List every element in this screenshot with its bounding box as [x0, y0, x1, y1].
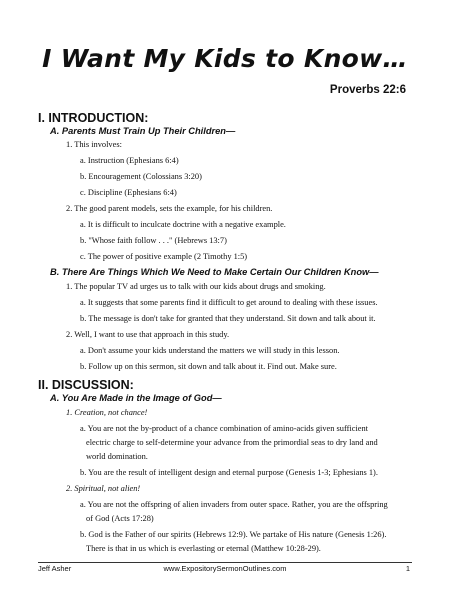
outline-item: a. Instruction (Ephesians 6:4) — [80, 156, 179, 165]
outline-item: a. Don't assume your kids understand the matters we will study in this lesson. — [80, 346, 340, 355]
outline-item: b. Encouragement (Colossians 3:20) — [80, 172, 202, 181]
outline-item: 2. Well, I want to use that approach in this study. — [66, 330, 230, 339]
outline-item: 2. The good parent models, sets the example, for his children. — [66, 204, 273, 213]
outline-item: c. Discipline (Ephesians 6:4) — [80, 188, 177, 197]
outline-item: b. You are the result of intelligent design and eternal purpose (Genesis 1-3; Ephesians 1). — [80, 468, 378, 477]
footer-website: www.ExpositorySermonOutlines.com — [163, 564, 287, 573]
outline-item: a. You are not the by-product of a chance combination of amino-acids given sufficient — [80, 424, 368, 433]
outline-item-continuation: world domination. — [86, 452, 148, 461]
outline-item: c. The power of positive example (2 Timothy 1:5) — [80, 252, 248, 261]
section-heading-introduction: I. INTRODUCTION: — [38, 111, 149, 125]
outline-item: a. It suggests that some parents find it difficult to get around to dealing with these issues. — [80, 298, 378, 307]
footer-divider — [38, 562, 412, 563]
subheading-parents-train: A. Parents Must Train Up Their Children— — [50, 126, 236, 136]
subheading-image-of-god: A. You Are Made in the Image of God— — [50, 393, 222, 403]
section-heading-discussion: II. DISCUSSION: — [38, 378, 134, 392]
outline-item: b. "Whose faith follow . . ." (Hebrews 13:7) — [80, 236, 227, 245]
outline-item: b. God is the Father of our spirits (Hebrews 12:9). We partake of His nature (Genesis 1:26). — [80, 530, 387, 539]
scripture-reference: Proverbs 22:6 — [329, 84, 406, 96]
outline-item: 1. This involves: — [66, 140, 122, 149]
outline-item: a. It is difficult to inculcate doctrine with a negative example. — [80, 220, 286, 229]
outline-item: b. The message is don't take for granted that they understand. Sit down and talk about it. — [80, 314, 376, 323]
page-number: 1 — [405, 564, 410, 573]
page-title: I Want My Kids to Know… — [42, 44, 408, 73]
outline-item: 2. Spiritual, not alien! — [66, 484, 141, 493]
subheading-things-to-know: B. There Are Things Which We Need to Make Certain Our Children Know— — [50, 267, 379, 277]
outline-item: a. You are not the offspring of alien invaders from outer space. Rather, you are the offspring — [80, 500, 388, 509]
outline-item-continuation: electric charge to self-determine your advance from the primordial seas to dry land and — [86, 438, 378, 447]
footer-author: Jeff Asher — [38, 564, 72, 573]
outline-item-continuation: of God (Acts 17:28) — [86, 514, 154, 523]
outline-item: 1. The popular TV ad urges us to talk with our kids about drugs and smoking. — [66, 282, 326, 291]
outline-item: b. Follow up on this sermon, sit down and talk about it. Find out. Make sure. — [80, 362, 337, 371]
outline-item-continuation: There is that in us which is everlasting or eternal (Matthew 10:28-29). — [86, 544, 321, 553]
outline-item: 1. Creation, not chance! — [66, 408, 148, 417]
